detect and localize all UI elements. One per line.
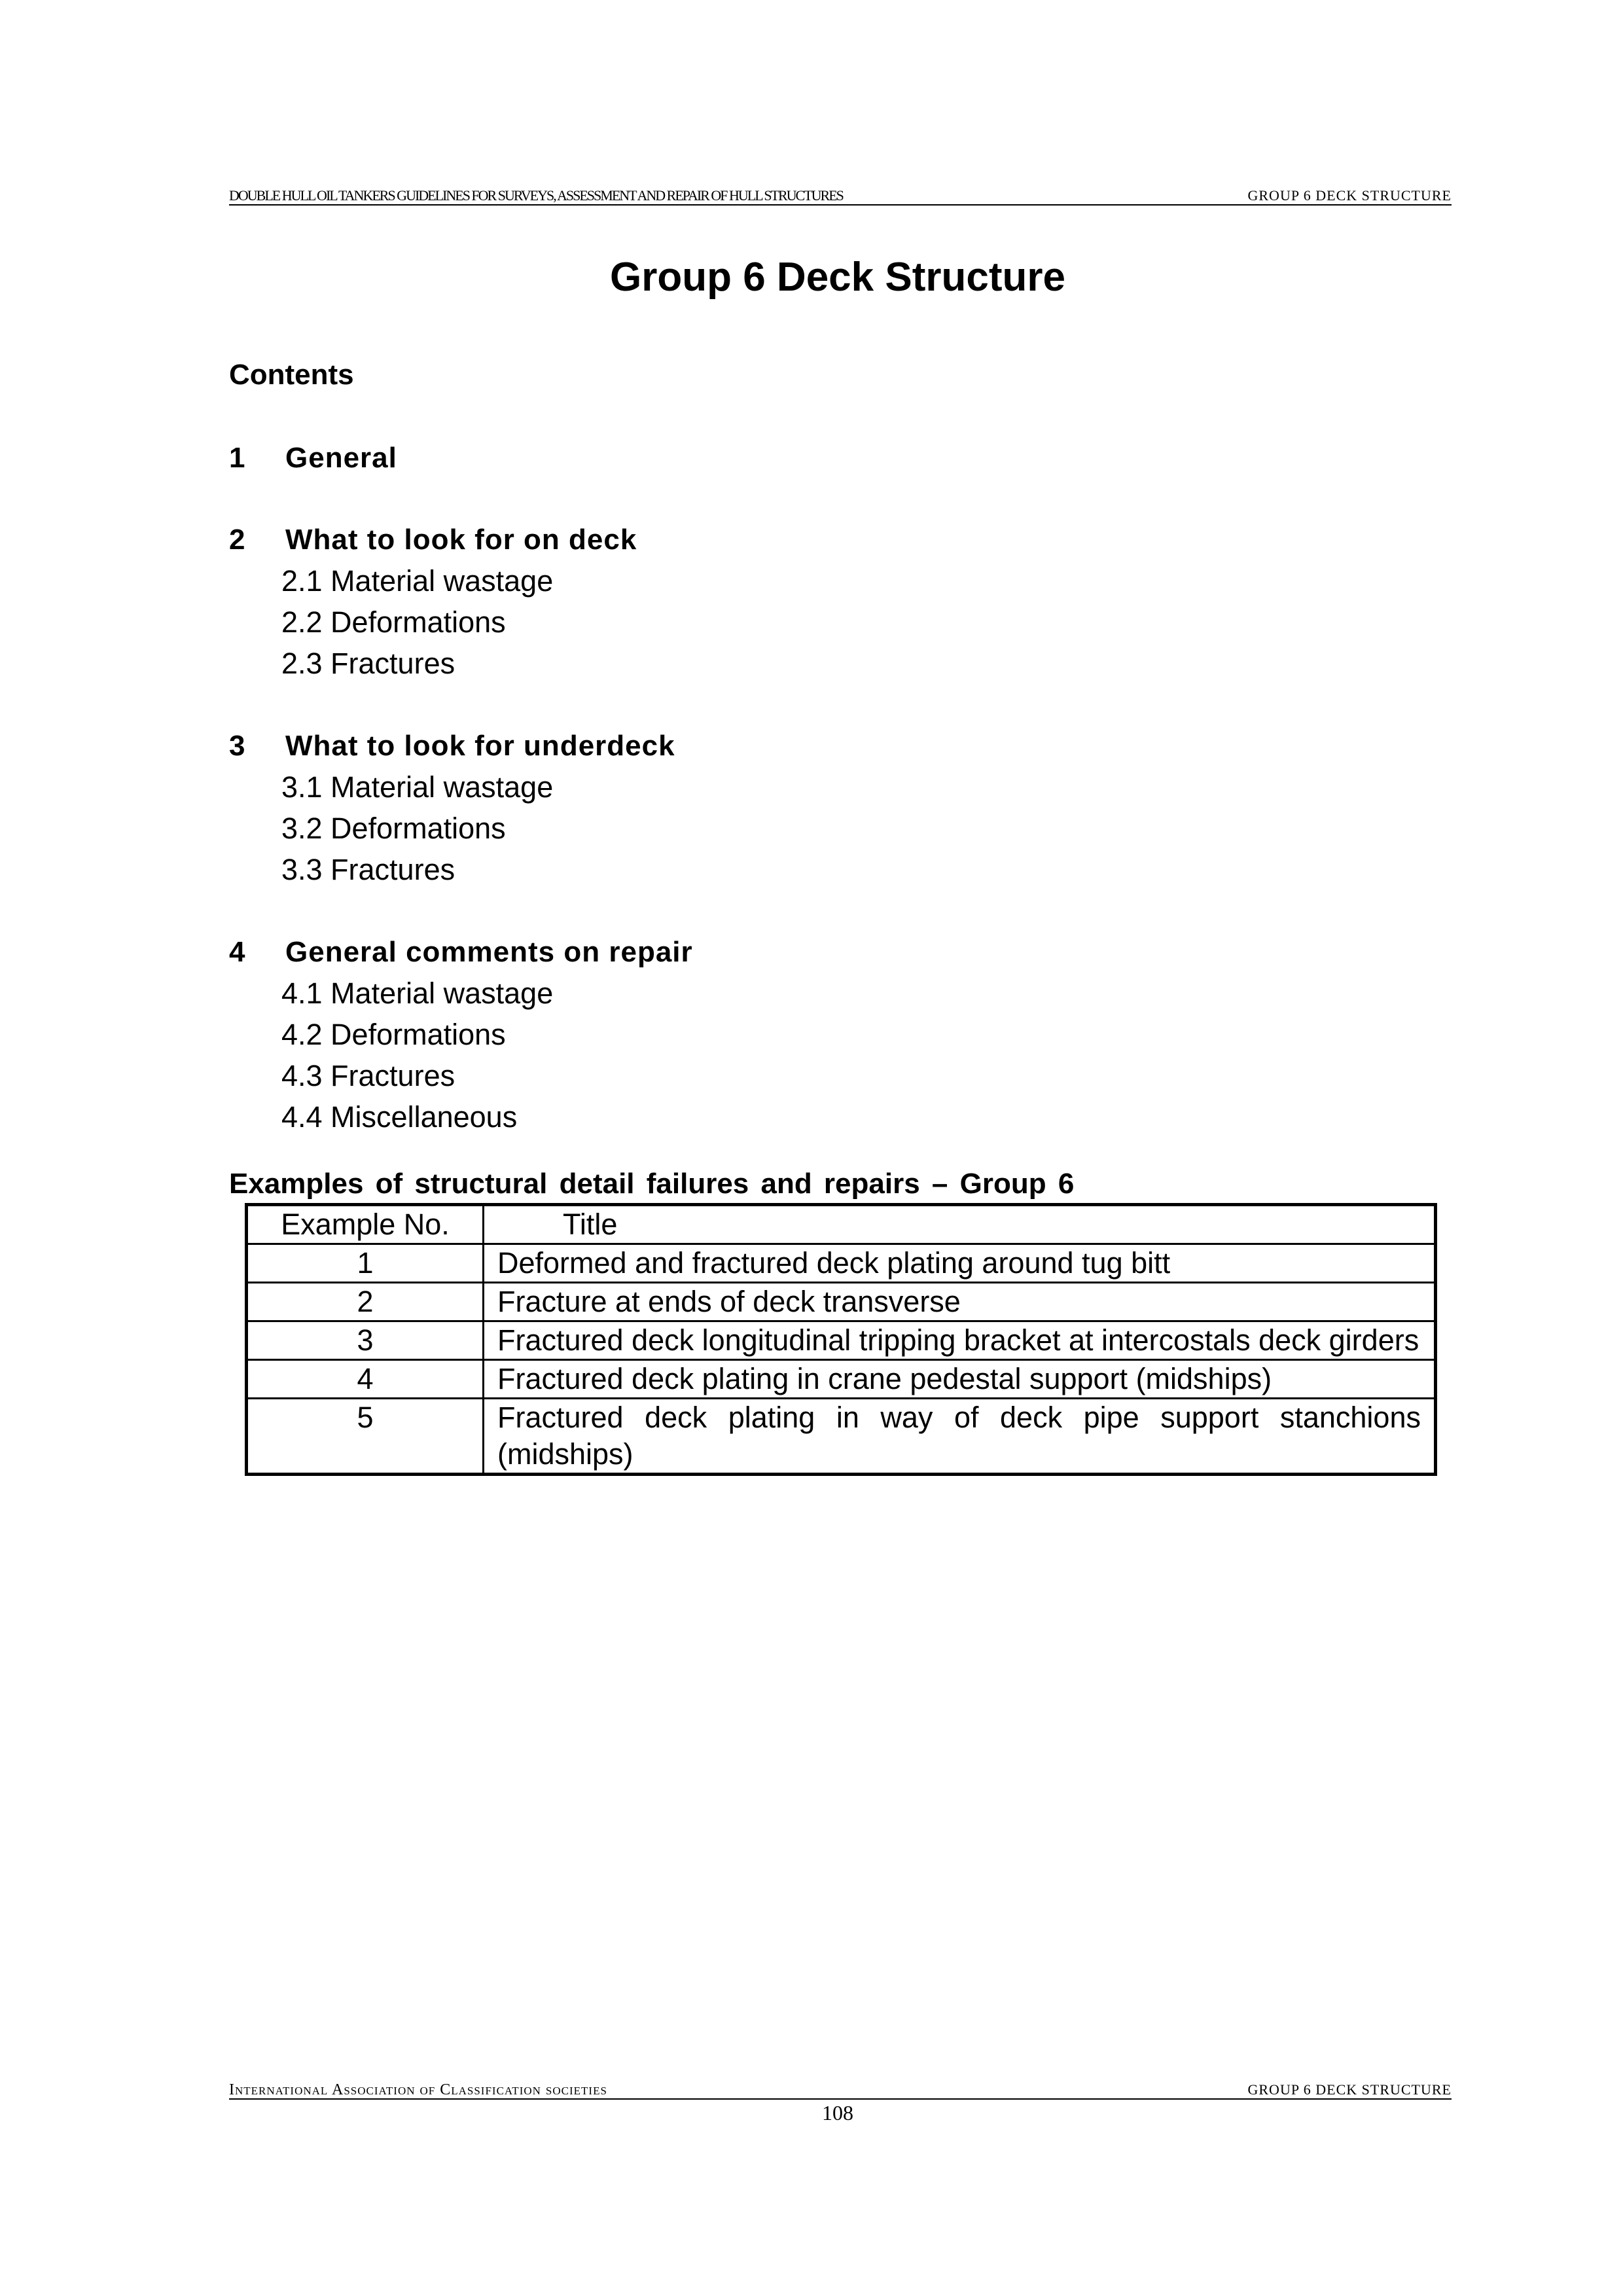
example-number: 3	[247, 1321, 484, 1360]
table-row	[247, 1321, 1436, 1360]
example-number: 5	[247, 1399, 484, 1475]
example-title: Fractured deck longitudinal tripping bracket at intercostals deck girders	[484, 1321, 1436, 1360]
column-header-title: Title	[484, 1205, 1436, 1244]
section-number: 2	[229, 524, 245, 556]
example-number: 2	[247, 1283, 484, 1321]
subsection-item: 4.4 Miscellaneous	[281, 1100, 518, 1134]
header-rule	[229, 204, 1452, 206]
example-title: Fractured deck plating in crane pedestal support (midships)	[484, 1360, 1436, 1399]
page-number: 108	[822, 2101, 853, 2125]
subsection-item: 2.2 Deformations	[281, 605, 506, 639]
example-number: 4	[247, 1360, 484, 1399]
section-title: General comments on repair	[285, 936, 693, 968]
table-header-row	[247, 1205, 1436, 1244]
section-number: 3	[229, 730, 245, 762]
example-title: Fractured deck plating in way of deck pipe support stanchions (midships)	[484, 1399, 1436, 1475]
table-row	[247, 1244, 1436, 1283]
example-title: Fracture at ends of deck transverse	[484, 1283, 1436, 1321]
subsection-item: 3.3 Fractures	[281, 853, 455, 886]
example-title: Deformed and fractured deck plating around tug bitt	[484, 1244, 1436, 1283]
footer-section: GROUP 6 DECK STRUCTURE	[1247, 2081, 1452, 2098]
examples-heading: Examples of structural detail failures and repairs – Group 6	[229, 1168, 1075, 1200]
subsection-item: 2.3 Fractures	[281, 647, 455, 680]
table-row	[247, 1360, 1436, 1399]
subsection-item: 3.2 Deformations	[281, 812, 506, 845]
column-header-example-no: Example No.	[247, 1205, 484, 1244]
subsection-item: 4.3 Fractures	[281, 1059, 455, 1092]
subsection-item: 3.1 Material wastage	[281, 770, 554, 804]
footer-rule	[229, 2098, 1452, 2100]
section-number: 4	[229, 936, 245, 968]
running-header-title: DOUBLE HULL OIL TANKERS GUIDELINES FOR SURVEYS, ASSESSMENT AND REPAIR OF HULL STRUCTURES	[229, 187, 843, 204]
section-title: What to look for underdeck	[285, 730, 675, 762]
running-header-section: GROUP 6 DECK STRUCTURE	[1247, 187, 1452, 204]
section-number: 1	[229, 442, 245, 474]
table-row	[247, 1283, 1436, 1321]
example-number: 1	[247, 1244, 484, 1283]
footer-organization: International Association of Classification societies	[229, 2081, 607, 2098]
section-title: What to look for on deck	[285, 524, 637, 556]
table-row	[247, 1399, 1436, 1475]
page-title: Group 6 Deck Structure	[610, 255, 1065, 300]
subsection-item: 2.1 Material wastage	[281, 564, 554, 598]
subsection-item: 4.2 Deformations	[281, 1018, 506, 1051]
subsection-item: 4.1 Material wastage	[281, 977, 554, 1010]
section-title: General	[285, 442, 397, 474]
examples-table	[245, 1203, 1437, 1476]
contents-heading: Contents	[229, 359, 354, 391]
